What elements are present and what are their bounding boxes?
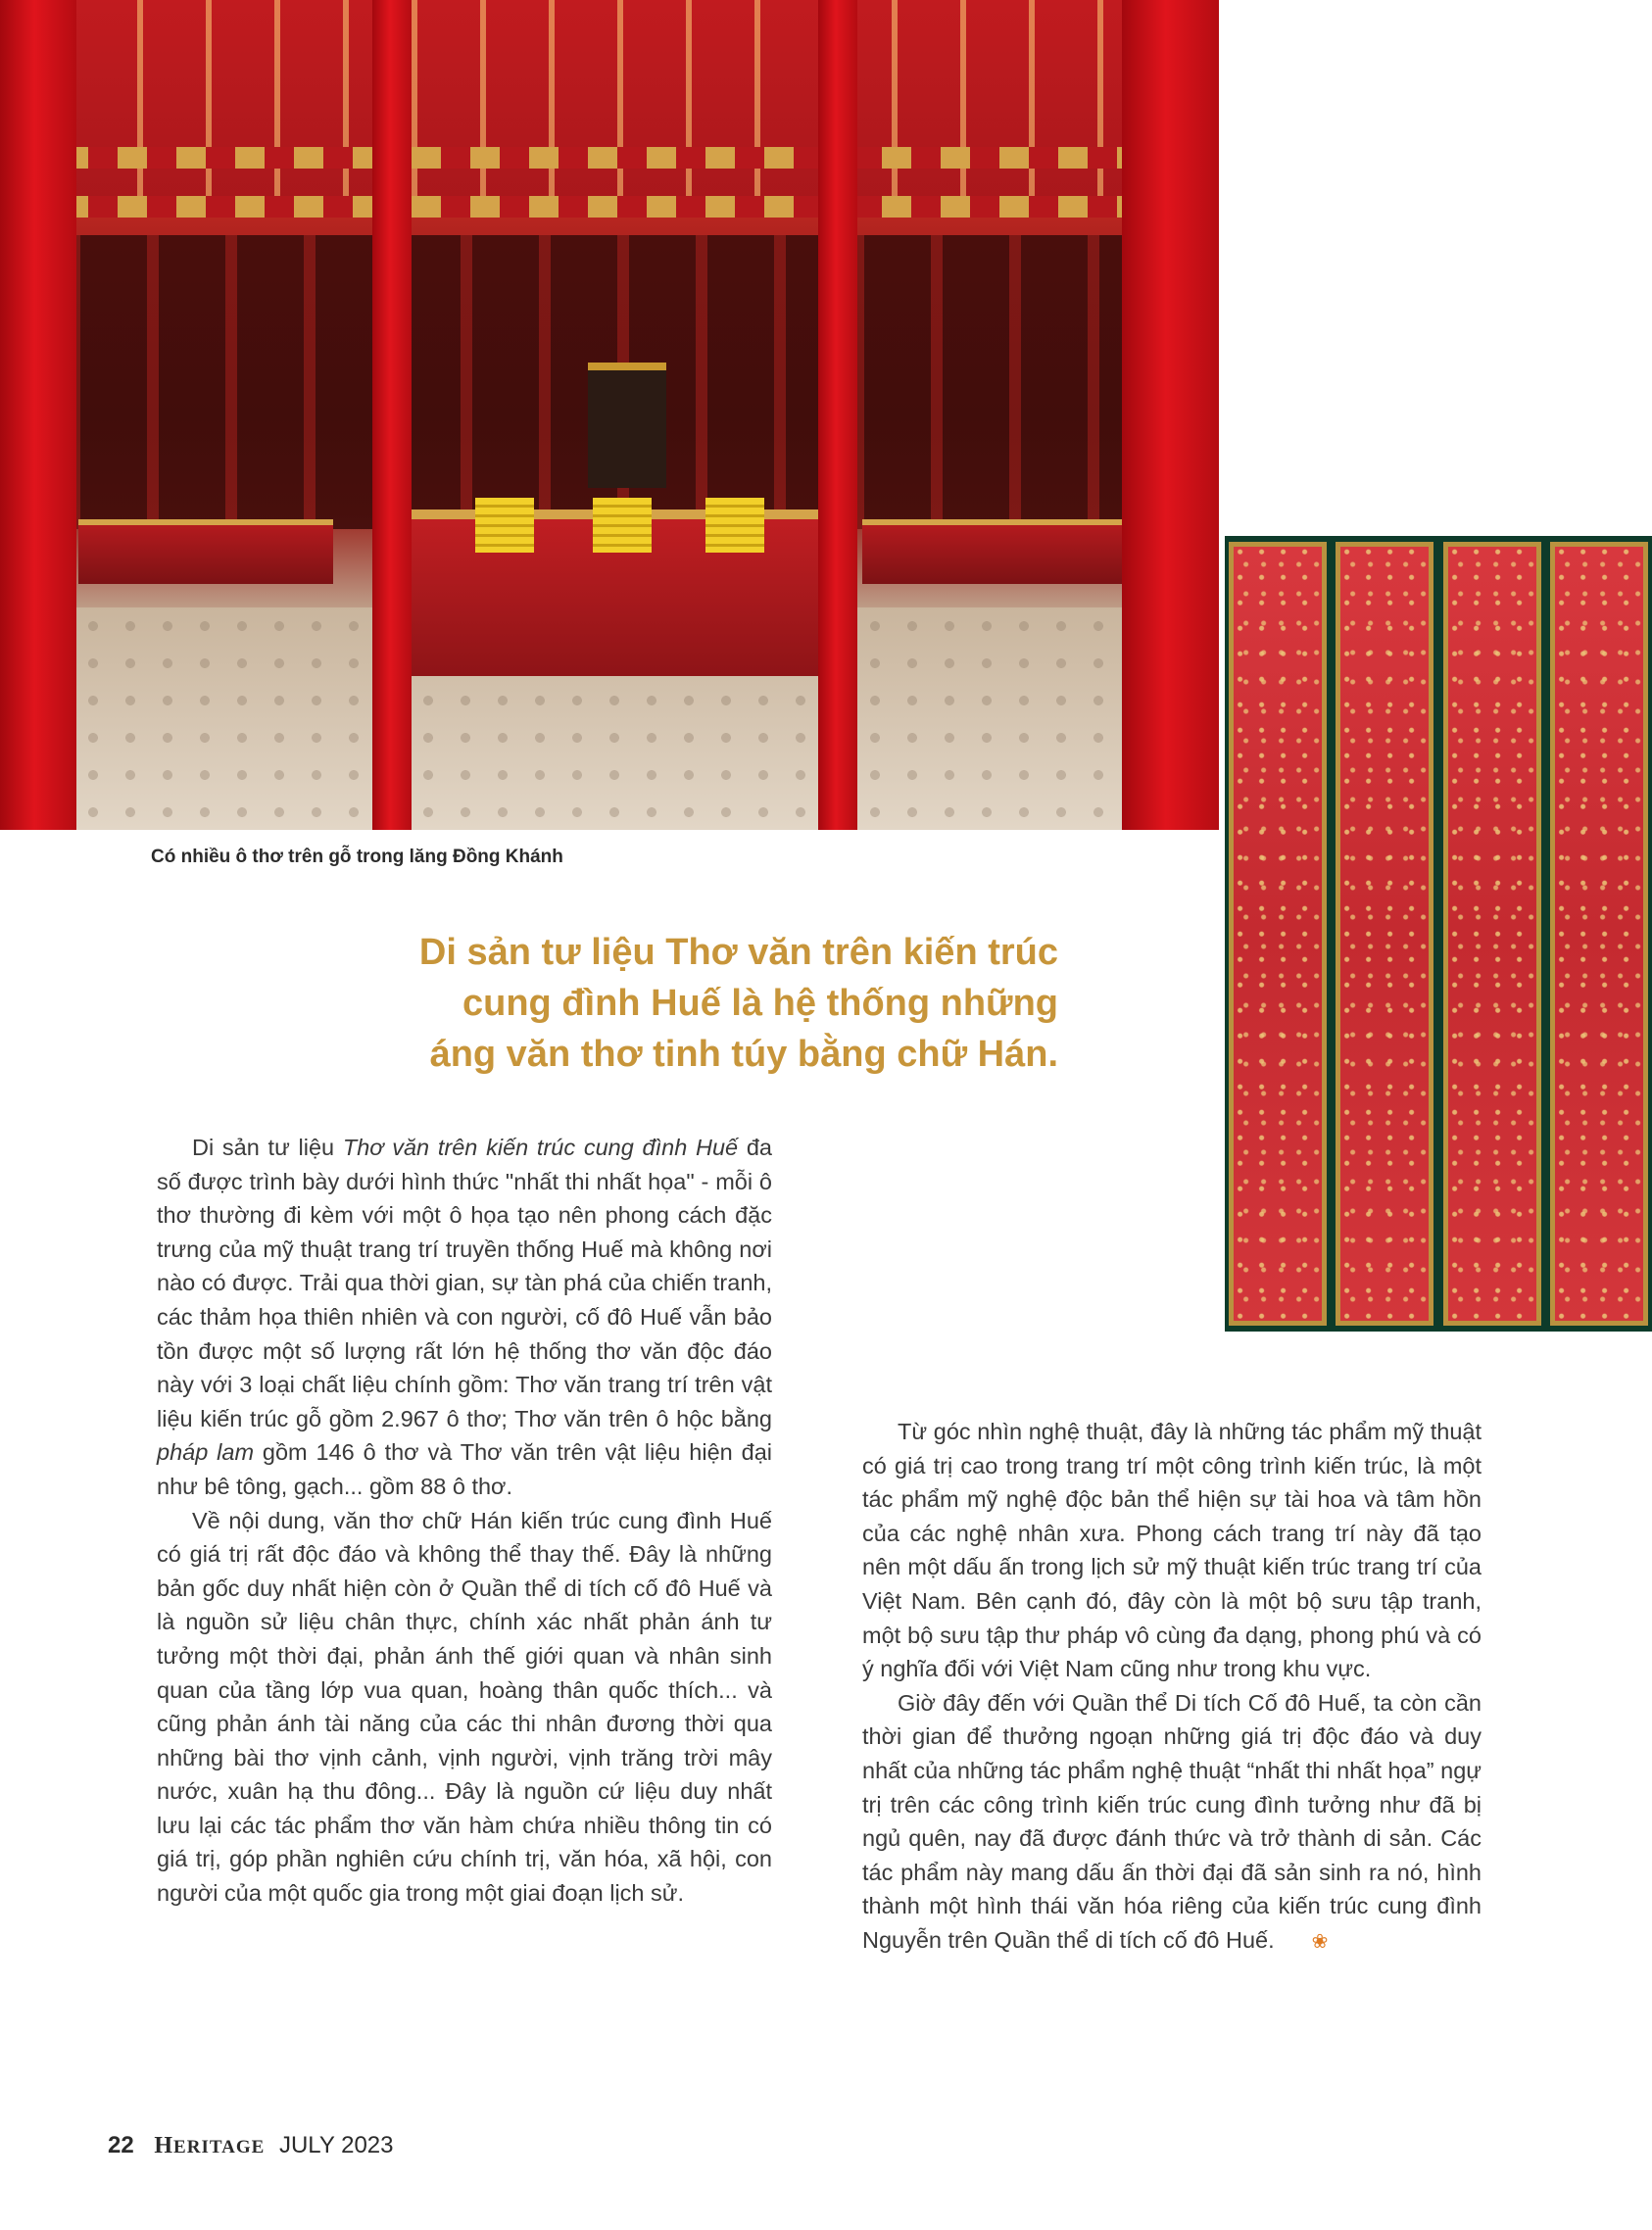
photo-beam: [0, 196, 1219, 218]
article-paragraph: [157, 1131, 772, 1504]
poem-panel: [1550, 542, 1648, 1326]
text-run-italic: Thơ văn trên kiến trúc cung đình Huế: [342, 1135, 739, 1160]
photo-pillar: [372, 0, 412, 830]
photo-cushion: [475, 498, 534, 553]
photo-caption: Có nhiều ô thơ trên gỗ trong lăng Đồng Khánh: [151, 847, 563, 867]
photo-cushion: [593, 498, 652, 553]
article-column-left: [157, 1131, 772, 1911]
magazine-name: [154, 2133, 265, 2158]
article-paragraph: Từ góc nhìn nghệ thuật, đây là những tác phẩm mỹ thuật có giá trị cao trong trang trí một công trình kiến trúc, là một tác phẩm mỹ nghệ độc bản thể hiện sự tài hoa và tâm hồn của các nghệ nhân xưa. Phong cách trang trí này đã tạo nên một dấu ấn trong lịch sử mỹ thuật kiến trúc trang trí của Việt Nam. Bên cạnh đó, đây còn là một bộ sưu tập tranh, một bộ sưu tập thư pháp vô cùng đa dạng, phong phú và có ý nghĩa đối với Việt Nam cũng như trong khu vực.: [862, 1419, 1482, 1682]
photo-side-table: [862, 519, 1156, 584]
magazine-initial: H: [154, 2133, 174, 2158]
photo-beam: [0, 147, 1219, 169]
temple-interior-photo: [0, 0, 1219, 830]
photo-pillar: [0, 0, 76, 830]
text-run: đa số được trình bày dưới hình thức "nhất thi nhất họa" - mỗi ô thơ thường đi kèm với một ô họa tạo nên phong cách đặc trưng của mỹ thuật trang trí truyền thống Huế mà không nơi nào có được. Trải qua thời gian, sự tàn phá của chiến tranh, các thảm họa thiên nhiên và con người, cố đô Huế vẫn bảo tồn được một số lượng rất lớn hệ thống thơ văn độc đáo này với 3 loại chất liệu chính gồm: Thơ văn trang trí trên vật liệu kiến trúc gỗ gồm 2.967 ô thơ; Thơ văn trên ô hộc bằng: [157, 1135, 772, 1431]
page-number: 22: [108, 2132, 134, 2158]
lotus-icon: ❀: [1311, 1930, 1329, 1953]
text-run: gồm 146 ô thơ và Thơ văn trên vật liệu hiện đại như bê tông, gạch... gồm 88 ô thơ.: [157, 1439, 772, 1499]
pull-quote: [294, 927, 1058, 1080]
issue-date: JULY 2023: [278, 2132, 394, 2158]
page-footer: [108, 2132, 393, 2159]
poem-panel: [1443, 542, 1541, 1326]
pull-quote-line: áng văn thơ tinh túy bằng chữ Hán.: [429, 1034, 1058, 1075]
article-paragraph: [862, 1686, 1482, 1960]
article-column-right: [862, 1415, 1482, 1960]
photo-ceiling: [0, 0, 1219, 206]
photo-pillar: [818, 0, 857, 830]
article-paragraph: Về nội dung, văn thơ chữ Hán kiến trúc cung đình Huế có giá trị rất độc đáo và không thể thay thế. Đây là những bản gốc duy nhất hiện còn ở Quần thể di tích cố đô Huế và là nguồn sử liệu chân thực, chính xác nhất phản ánh tư tưởng một thời đại, phản ánh thế giới quan và nhân sinh quan của tầng lớp vua quan, hoàng thân quốc thích... và cũng phản ánh tài năng của các thi nhân đương thời qua những bài thơ vịnh cảnh, vịnh người, vịnh trăng trời mây nước, xuân hạ thu đông... Đây là nguồn cứ liệu duy nhất lưu lại các tác phẩm thơ văn hàm chứa nhiều thông tin có giá trị, góp phần nghiên cứu chính trị, văn hóa, xã hội, con người của một quốc gia trong một giai đoạn lịch sử.: [157, 1507, 772, 1907]
photo-cushion: [705, 498, 764, 553]
magazine-name-rest: ERITAGE: [173, 2137, 266, 2157]
lacquer-panels-photo: [1225, 536, 1652, 1332]
poem-panel: [1229, 542, 1327, 1326]
pull-quote-line: cung đình Huế là hệ thống những: [462, 983, 1058, 1024]
poem-panel: [1336, 542, 1433, 1326]
photo-altar: [588, 363, 666, 488]
text-run-italic: pháp lam: [157, 1439, 255, 1466]
text-run: Giờ đây đến với Quần thể Di tích Cố đô Huế, ta còn cần thời gian để thưởng ngoạn những giá trị độc đáo và duy nhất của những tác phẩm nghệ thuật “nhất thi nhất họa” ngự trị trên các công trình kiến trúc cung đình tưởng như đã bị ngủ quên, nay đã được đánh thức và trở thành di sản. Các tác phẩm này mang dấu ấn thời đại đã sản sinh ra nó, hình thành một hình thái văn hóa riêng của kiến trúc cung đình Nguyễn trên Quần thể di tích cố đô Huế.: [862, 1689, 1482, 1953]
photo-pillar: [1122, 0, 1219, 830]
photo-side-table: [78, 519, 333, 584]
pull-quote-line: Di sản tư liệu Thơ văn trên kiến trúc: [418, 932, 1058, 973]
text-run: Di sản tư liệu: [192, 1135, 343, 1160]
